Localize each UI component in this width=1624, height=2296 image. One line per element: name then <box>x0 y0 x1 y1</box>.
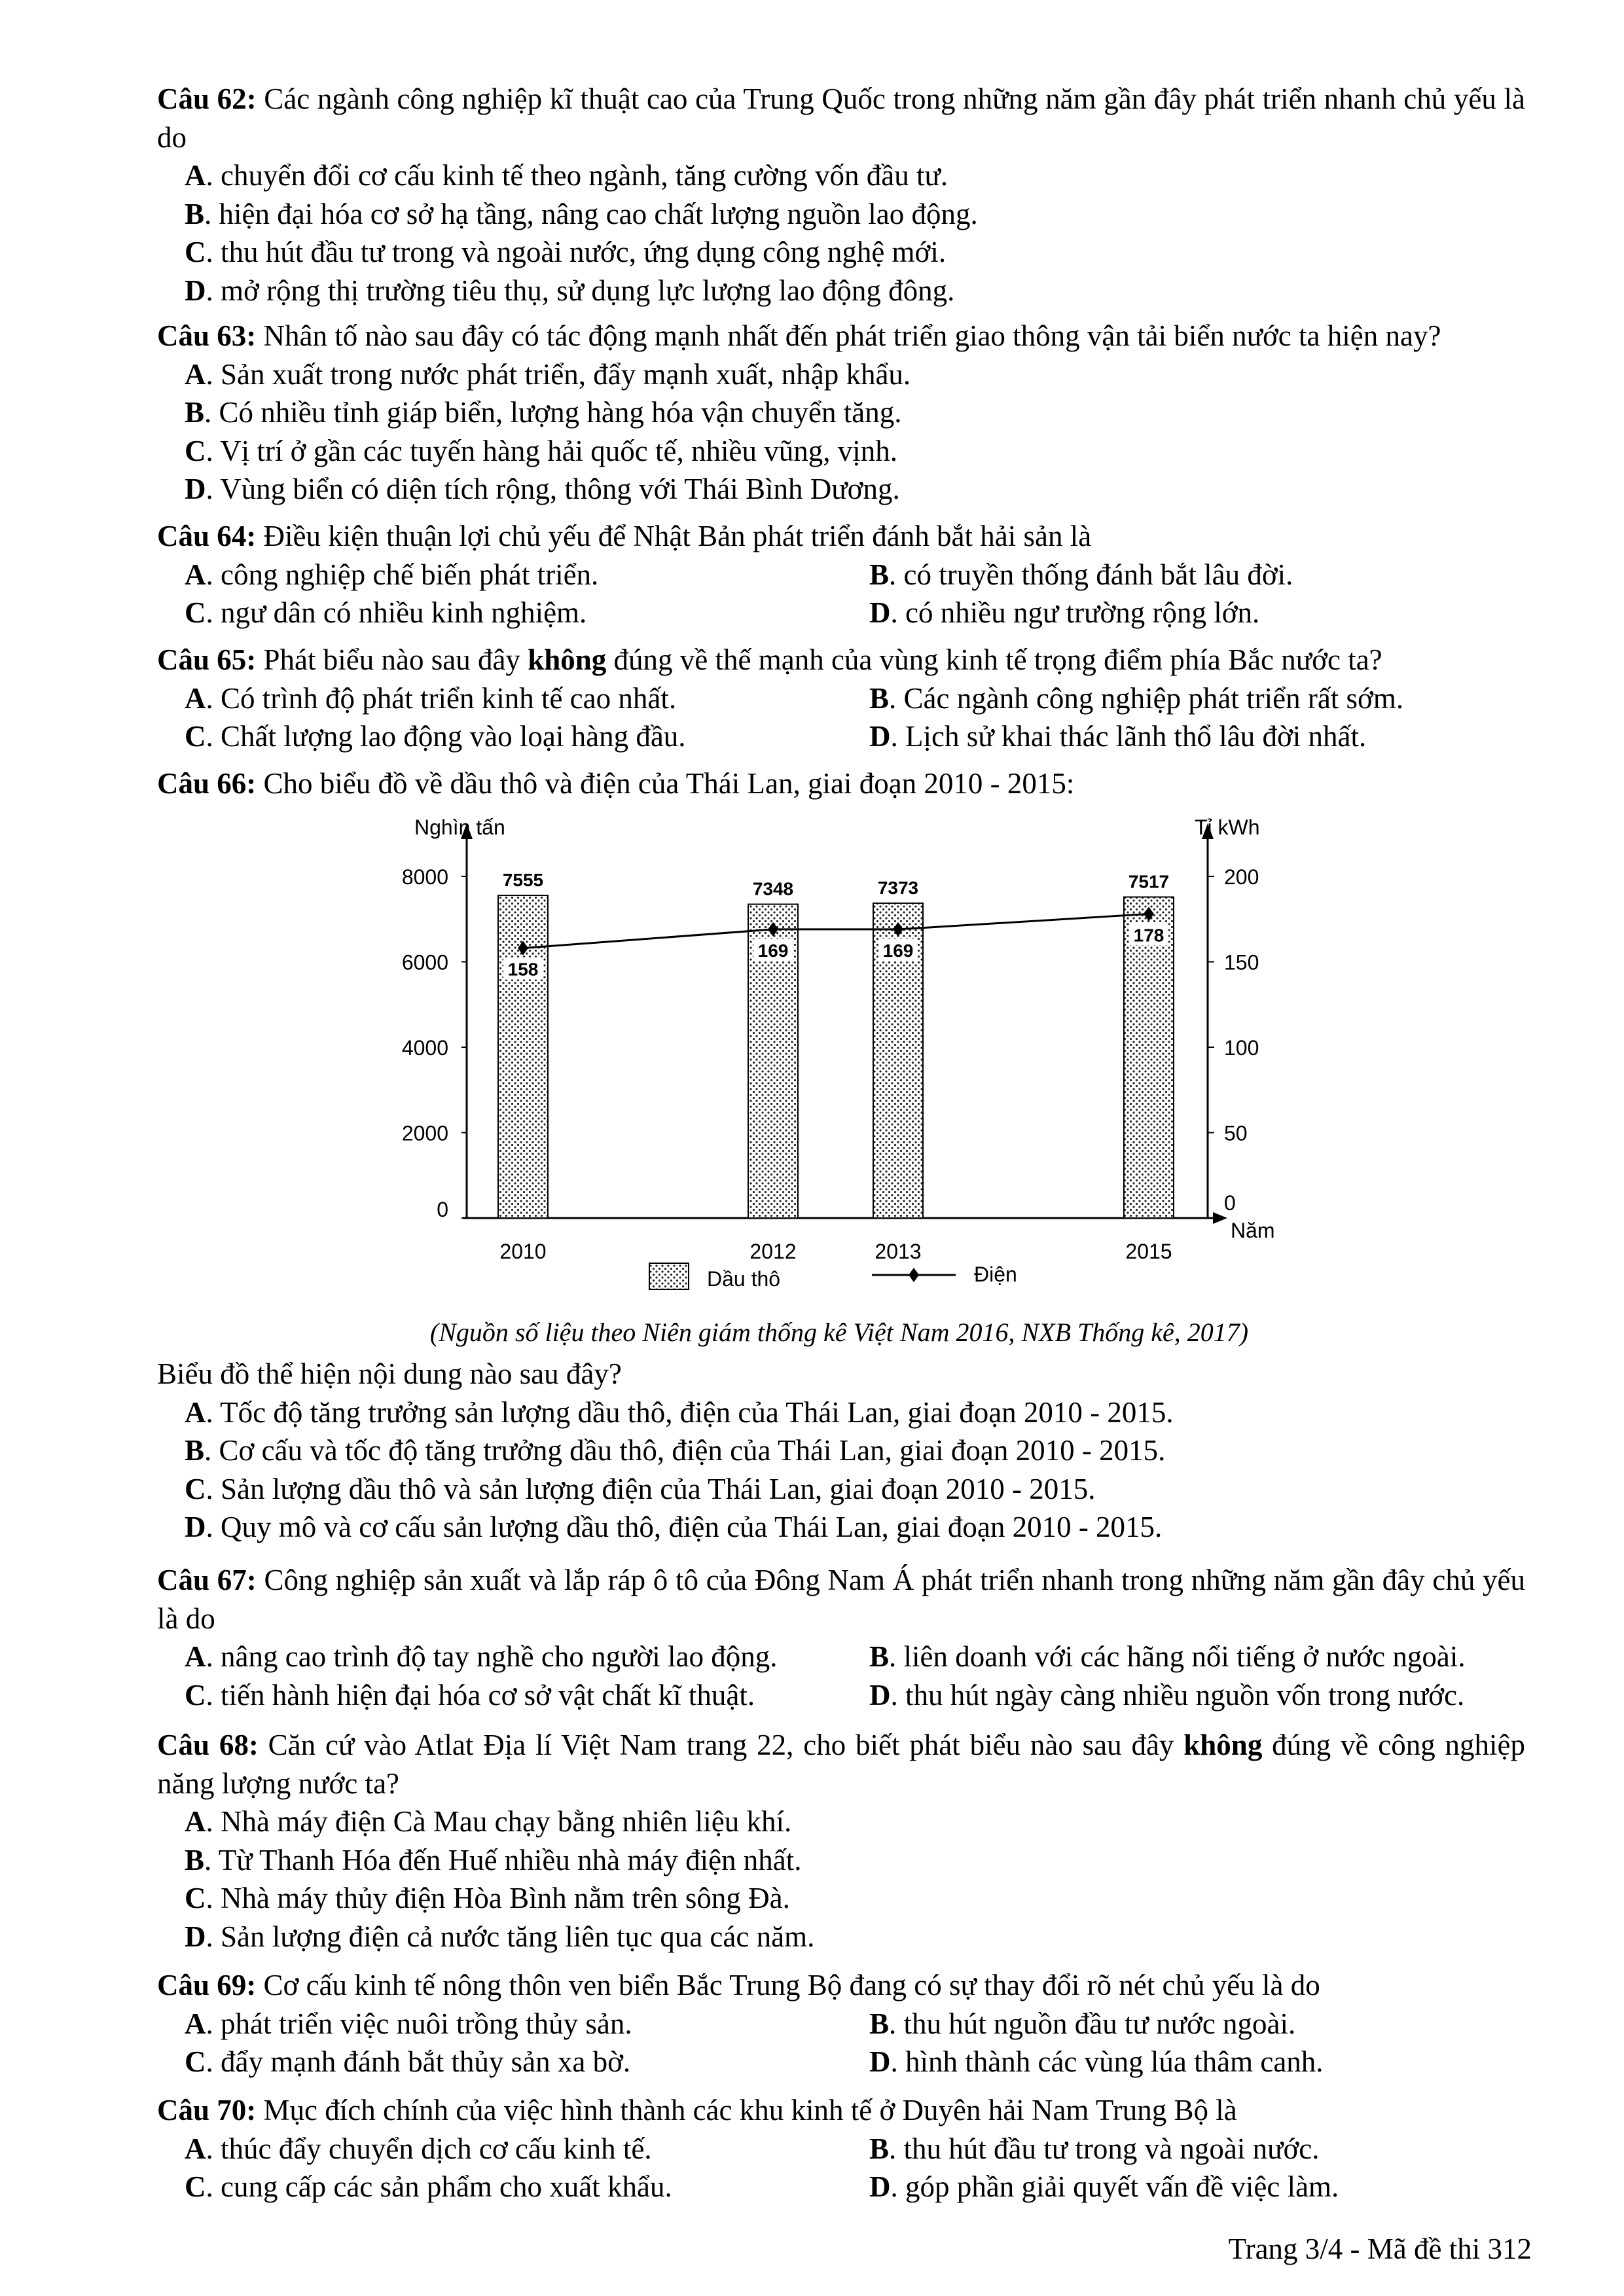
option-b[interactable] <box>869 679 1403 718</box>
line-dien <box>523 914 1149 948</box>
option-d[interactable] <box>157 1918 1525 1956</box>
question-63 <box>157 317 1525 509</box>
legend-swatch-dau-tho <box>649 1263 689 1289</box>
question-68 <box>157 1726 1525 1956</box>
option-text: . liên doanh với các hãng nổi tiếng ở nước ngoài. <box>889 1640 1466 1673</box>
stem-text: Căn cứ vào Atlat Địa lí Việt Nam trang 22, cho biết phát biểu nào sau đây <box>258 1729 1184 1761</box>
option-text: . Sản lượng điện cả nước tăng liên tục qua các năm. <box>206 1920 815 1953</box>
right-axis-title: Tỉ kWh <box>1195 816 1260 839</box>
option-a[interactable] <box>157 679 869 718</box>
option-text: . Chất lượng lao động vào loại hàng đầu. <box>206 720 686 753</box>
option-a[interactable] <box>157 2130 869 2168</box>
option-d[interactable] <box>869 717 1366 756</box>
option-text: . phát triển việc nuôi trồng thủy sản. <box>206 2007 632 2040</box>
option-a[interactable] <box>157 156 1525 195</box>
option-text: . tiến hành hiện đại hóa cơ sở vật chất kĩ thuật. <box>206 1678 755 1712</box>
option-key: D <box>185 274 206 307</box>
option-text: . thúc đẩy chuyển dịch cơ cấu kinh tế. <box>206 2132 652 2165</box>
option-key: D <box>869 596 891 629</box>
option-b[interactable] <box>869 2130 1319 2168</box>
question-stem <box>157 764 1525 803</box>
option-c[interactable] <box>157 2168 869 2206</box>
option-text: . hình thành các vùng lúa thâm canh. <box>890 2045 1324 2078</box>
x-tick-label: 2012 <box>749 1240 797 1263</box>
option-c[interactable] <box>157 233 1525 272</box>
right-tick-label: 150 <box>1224 950 1259 975</box>
bar-value-label: 7373 <box>877 877 919 898</box>
option-text: . Lịch sử khai thác lãnh thổ lâu đời nhất. <box>890 720 1367 753</box>
question-label: Câu 68: <box>157 1729 259 1761</box>
option-key: A <box>185 159 206 192</box>
option-key: A <box>185 357 206 391</box>
option-text: . Quy mô và cơ cấu sản lượng dầu thô, điện của Thái Lan, giai đoạn 2010 - 2015. <box>206 1511 1163 1543</box>
left-tick-label: 0 <box>437 1198 448 1221</box>
option-text: . Có nhiều tỉnh giáp biển, lượng hàng hóa vận chuyển tăng. <box>204 396 902 429</box>
option-key: C <box>185 596 206 629</box>
option-key: A <box>185 1395 206 1429</box>
option-key: D <box>185 1920 206 1953</box>
option-text: . công nghiệp chế biến phát triển. <box>206 558 599 591</box>
option-text: . thu hút đầu tư trong và ngoài nước, ứng dụng công nghệ mới. <box>206 236 947 268</box>
line-value-label: 169 <box>882 940 914 961</box>
question-label: Câu 67: <box>157 1564 257 1596</box>
option-a[interactable] <box>157 355 1525 394</box>
question-69 <box>157 1966 1525 2081</box>
question-stem <box>157 2091 1525 2130</box>
option-c[interactable] <box>157 1879 1525 1918</box>
option-key: D <box>869 720 891 753</box>
legend-marker-icon <box>909 1268 919 1282</box>
option-key: A <box>185 558 206 591</box>
stem-text: Cho biểu đồ về dầu thô và điện của Thái Lan, giai đoạn 2010 - 2015: <box>256 767 1075 800</box>
option-text: . Sản xuất trong nước phát triển, đẩy mạnh xuất, nhập khẩu. <box>206 357 911 391</box>
option-key: D <box>869 2045 891 2078</box>
option-a[interactable] <box>157 1393 1525 1432</box>
x-tick-label: 2013 <box>875 1240 922 1263</box>
question-stem <box>157 317 1525 355</box>
option-text: . Nhà máy thủy điện Hòa Bình nằm trên sông Đà. <box>206 1882 790 1914</box>
option-b[interactable] <box>157 393 1525 432</box>
option-key: A <box>185 681 206 715</box>
option-b[interactable] <box>157 1431 1525 1470</box>
option-d[interactable] <box>869 2168 1339 2206</box>
left-tick-label: 8000 <box>401 865 448 889</box>
option-text: . Các ngành công nghiệp phát triển rất sớm. <box>889 681 1404 715</box>
option-text: . hiện đại hóa cơ sở hạ tầng, nâng cao chất lượng nguồn lao động. <box>204 197 978 230</box>
page-footer: Trang 3/4 - Mã đề thi 312 <box>1228 2233 1532 2265</box>
option-text: . thu hút nguồn đầu tư nước ngoài. <box>889 2007 1296 2040</box>
chart-prompt: Biểu đồ thể hiện nội dung nào sau đây? <box>157 1357 622 1390</box>
option-c[interactable] <box>157 1676 869 1715</box>
x-tick-label: 2015 <box>1125 1240 1172 1263</box>
option-b[interactable] <box>157 195 1525 234</box>
option-text: . Vùng biển có diện tích rộng, thông với Thái Bình Dương. <box>206 473 900 505</box>
option-text: . thu hút đầu tư trong và ngoài nước. <box>889 2132 1320 2165</box>
option-key: A <box>185 1640 206 1673</box>
option-d[interactable] <box>869 2043 1324 2081</box>
right-tick-label: 0 <box>1224 1191 1236 1215</box>
option-key: A <box>185 2132 206 2165</box>
question-label: Câu 70: <box>157 2094 257 2126</box>
line-value-label: 178 <box>1133 925 1164 946</box>
option-text: . Có trình độ phát triển kinh tế cao nhất. <box>206 681 677 715</box>
option-key: D <box>185 473 206 505</box>
option-a[interactable] <box>157 1638 869 1676</box>
left-tick-label: 6000 <box>401 950 448 975</box>
option-c[interactable] <box>157 1470 1525 1509</box>
chart-oil-electricity-thailand <box>367 805 1296 1316</box>
stem-text: Các ngành công nghiệp kĩ thuật cao của Trung Quốc trong những năm gần đây phát triển nhanh chủ yếu là do <box>157 82 1525 154</box>
question-label: Câu 66: <box>157 767 257 800</box>
option-text: . Cơ cấu và tốc độ tăng trưởng dầu thô, điện của Thái Lan, giai đoạn 2010 - 2015. <box>204 1434 1166 1467</box>
question-label: Câu 64: <box>157 520 257 552</box>
bar-value-label: 7517 <box>1128 871 1170 892</box>
option-text: . Sản lượng dầu thô và sản lượng điện của Thái Lan, giai đoạn 2010 - 2015. <box>206 1472 1096 1505</box>
question-label: Câu 63: <box>157 319 257 352</box>
option-text: . Từ Thanh Hóa đến Huế nhiều nhà máy điện nhất. <box>204 1843 802 1876</box>
option-key: D <box>185 1511 206 1543</box>
option-key: C <box>185 1472 206 1505</box>
question-stem <box>157 1966 1525 2005</box>
question-stem <box>157 517 1525 556</box>
question-67 <box>157 1561 1525 1714</box>
option-key: B <box>185 1434 205 1467</box>
question-stem <box>157 1726 1525 1803</box>
option-text: . có nhiều ngư trường rộng lớn. <box>890 596 1260 629</box>
option-key: B <box>869 558 890 591</box>
option-d[interactable] <box>869 594 1259 632</box>
right-tick-label: 50 <box>1224 1121 1248 1145</box>
option-text: . Vị trí ở gần các tuyến hàng hải quốc tế, nhiều vũng, vịnh. <box>206 434 897 467</box>
stem-text: Phát biểu nào sau đây <box>256 643 528 676</box>
option-d[interactable] <box>157 470 1525 509</box>
option-text: . thu hút ngày càng nhiều nguồn vốn trong nước. <box>890 1678 1465 1712</box>
x-tick-label: 2010 <box>499 1240 547 1263</box>
stem-text: Mục đích chính của việc hình thành các khu kinh tế ở Duyên hải Nam Trung Bộ là <box>256 2094 1237 2126</box>
option-key: C <box>185 2170 206 2203</box>
stem-text-after: đúng về thế mạnh của vùng kinh tế trọng điểm phía Bắc nước ta? <box>606 643 1382 676</box>
line-value-label: 169 <box>757 940 789 961</box>
option-key: C <box>185 1678 206 1712</box>
stem-emphasis: không <box>528 643 607 676</box>
option-text: . Nhà máy điện Cà Mau chạy bằng nhiên liệu khí. <box>206 1805 792 1838</box>
right-tick-label: 200 <box>1224 865 1259 889</box>
option-key: C <box>185 720 206 753</box>
option-a[interactable] <box>157 1803 1525 1841</box>
option-key: B <box>185 197 205 230</box>
option-c[interactable] <box>157 717 869 756</box>
left-tick-label: 4000 <box>401 1036 448 1060</box>
option-text: . góp phần giải quyết vấn đề việc làm. <box>890 2170 1339 2203</box>
option-key: D <box>869 1678 891 1712</box>
question-stem <box>157 1561 1525 1638</box>
stem-text: Cơ cấu kinh tế nông thôn ven biển Bắc Trung Bộ đang có sự thay đổi rõ nét chủ yếu là do <box>256 1969 1320 2001</box>
option-b[interactable] <box>869 556 1293 594</box>
question-label: Câu 62: <box>157 82 257 115</box>
bar-value-label: 7348 <box>752 878 794 899</box>
option-c[interactable] <box>157 594 869 632</box>
option-c[interactable] <box>157 2043 869 2081</box>
option-key: D <box>869 2170 891 2203</box>
option-b[interactable] <box>157 1841 1525 1880</box>
option-key: B <box>869 1640 890 1673</box>
stem-text-after: đúng về công nghiệp năng lượng nước ta? <box>157 1729 1525 1800</box>
option-key: A <box>185 1805 206 1838</box>
chart-source-caption: (Nguồn số liệu theo Niên giám thống kê Việt Nam 2016, NXB Thống kê, 2017) <box>429 1318 1249 1347</box>
option-a[interactable] <box>157 556 869 594</box>
option-key: C <box>185 1882 206 1914</box>
question-70 <box>157 2091 1525 2206</box>
stem-text: Công nghiệp sản xuất và lắp ráp ô tô của Đông Nam Á phát triển nhanh trong những năm gần đây chủ yếu là do <box>157 1564 1526 1635</box>
legend-label-dien: Điện <box>974 1263 1017 1286</box>
option-text: . cung cấp các sản phẩm cho xuất khẩu. <box>206 2170 672 2203</box>
question-64 <box>157 517 1525 632</box>
option-text: . nâng cao trình độ tay nghề cho người lao động. <box>206 1640 778 1673</box>
stem-text: Nhân tố nào sau đây có tác động mạnh nhất đến phát triển giao thông vận tải biển nước ta hiện nay? <box>256 319 1441 352</box>
left-axis-title: Nghìn tấn <box>414 816 505 839</box>
question-stem <box>157 641 1525 679</box>
bar-value-label: 7555 <box>502 870 544 891</box>
option-key: B <box>869 681 890 715</box>
line-value-label: 158 <box>507 959 539 980</box>
option-key: B <box>185 396 205 429</box>
option-key: A <box>185 2007 206 2040</box>
left-tick-label: 2000 <box>401 1121 448 1145</box>
x-axis-title: Năm <box>1231 1219 1275 1242</box>
option-text: . ngư dân có nhiều kinh nghiệm. <box>206 596 587 629</box>
question-label: Câu 65: <box>157 643 257 676</box>
option-key: C <box>185 2045 206 2078</box>
option-key: B <box>185 1843 205 1876</box>
option-text: . có truyền thống đánh bắt lâu đời. <box>889 558 1293 591</box>
right-tick-label: 100 <box>1224 1036 1259 1060</box>
option-key: C <box>185 434 206 467</box>
option-text: . Tốc độ tăng trưởng sản lượng dầu thô, điện của Thái Lan, giai đoạn 2010 - 2015. <box>206 1395 1174 1429</box>
option-text: . chuyển đổi cơ cấu kinh tế theo ngành, tăng cường vốn đầu tư. <box>206 159 948 192</box>
option-text: . đẩy mạnh đánh bắt thủy sản xa bờ. <box>206 2045 631 2078</box>
legend-label-dau-tho: Dầu thô <box>707 1267 781 1291</box>
option-d[interactable] <box>869 1676 1464 1715</box>
question-65 <box>157 641 1525 756</box>
option-b[interactable] <box>869 2005 1295 2043</box>
stem-text: Điều kiện thuận lợi chủ yếu để Nhật Bản phát triển đánh bắt hải sản là <box>256 520 1092 552</box>
option-d[interactable] <box>157 272 1525 310</box>
option-b[interactable] <box>869 1638 1466 1676</box>
option-d[interactable] <box>157 1508 1525 1547</box>
question-label: Câu 69: <box>157 1969 257 2001</box>
question-stem <box>157 80 1525 156</box>
stem-emphasis: không <box>1183 1729 1263 1761</box>
option-a[interactable] <box>157 2005 869 2043</box>
option-key: B <box>869 2132 890 2165</box>
option-c[interactable] <box>157 432 1525 471</box>
option-key: B <box>869 2007 890 2040</box>
option-key: C <box>185 236 206 268</box>
question-62 <box>157 80 1525 310</box>
option-text: . mở rộng thị trường tiêu thụ, sử dụng lực lượng lao động đông. <box>206 274 955 307</box>
